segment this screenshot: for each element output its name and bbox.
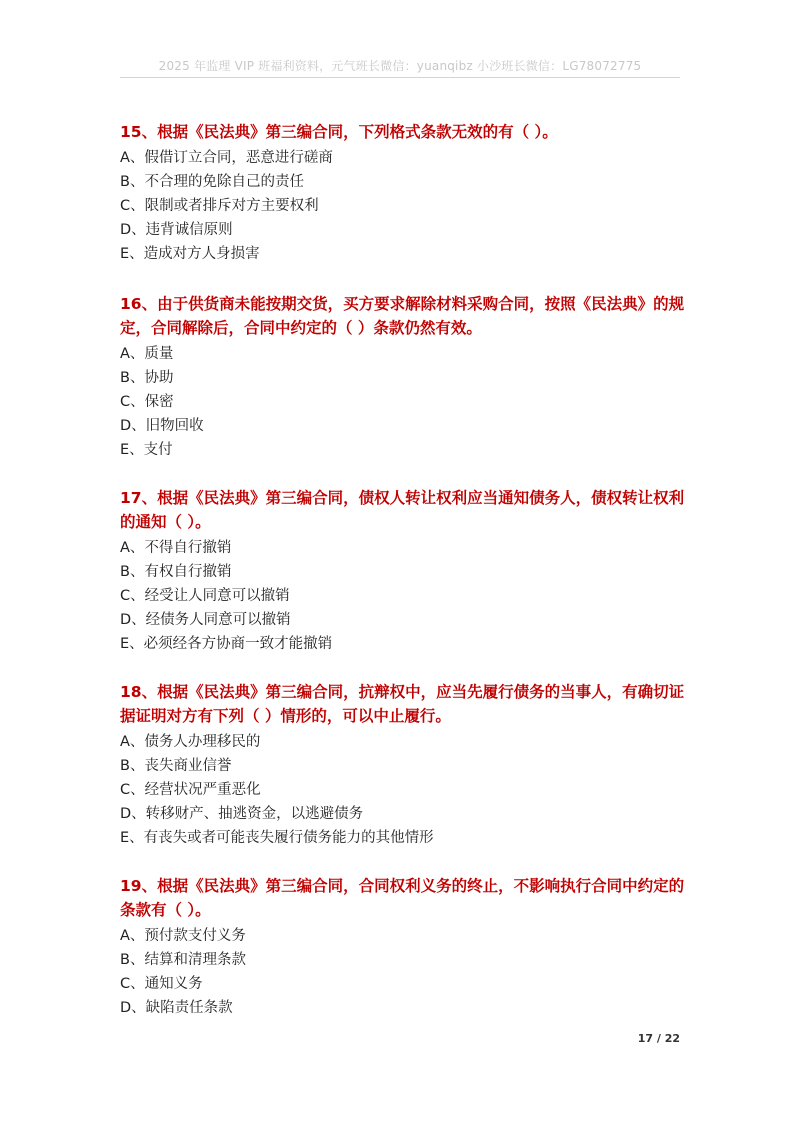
option-b: B、结算和清理条款 xyxy=(120,952,246,968)
option-d: D、转移财产、抽逃资金，以逃避债务 xyxy=(120,806,364,822)
option-b: B、协助 xyxy=(120,370,174,386)
option-a: A、不得自行撤销 xyxy=(120,540,232,556)
question-title: 18、根据《民法典》第三编合同，抗辩权中，应当先履行债务的当事人，有确切证据证明对方有下列（ ）情形的，可以中止履行。 xyxy=(120,683,685,725)
option-list xyxy=(120,924,690,1020)
question-15 xyxy=(120,120,690,266)
question-17 xyxy=(120,486,690,656)
page-number: 17 / 22 xyxy=(637,1032,680,1045)
option-c: C、限制或者排斥对方主要权利 xyxy=(120,198,319,214)
option-list xyxy=(120,146,690,266)
option-d: D、旧物回收 xyxy=(120,418,204,434)
option-a: A、预付款支付义务 xyxy=(120,928,246,944)
option-e: E、必须经各方协商一致才能撤销 xyxy=(120,636,333,652)
option-c: C、经受让人同意可以撤销 xyxy=(120,588,290,604)
option-b: B、丧失商业信誉 xyxy=(120,758,232,774)
header-divider xyxy=(120,77,680,78)
option-a: A、假借订立合同，恶意进行磋商 xyxy=(120,150,333,166)
option-a: A、质量 xyxy=(120,346,174,362)
question-16 xyxy=(120,292,690,462)
question-title: 17、根据《民法典》第三编合同，债权人转让权利应当通知债务人，债权转让权利的通知（ ）。 xyxy=(120,489,685,531)
question-19 xyxy=(120,874,690,1020)
option-c: C、经营状况严重恶化 xyxy=(120,782,261,798)
page-header: 2025 年监理 VIP 班福利资料，元气班长微信：yuanqibz 小沙班长微信：LG78072775 xyxy=(158,59,642,73)
option-d: D、缺陷责任条款 xyxy=(120,1000,233,1016)
question-title: 15、根据《民法典》第三编合同，下列格式条款无效的有（ ）。 xyxy=(120,123,558,141)
question-title: 19、根据《民法典》第三编合同，合同权利义务的终止，不影响执行合同中约定的条款有（ ）。 xyxy=(120,877,685,919)
option-b: B、有权自行撤销 xyxy=(120,564,232,580)
option-d: D、经债务人同意可以撤销 xyxy=(120,612,291,628)
option-list xyxy=(120,536,690,656)
option-e: E、造成对方人身损害 xyxy=(120,246,260,262)
option-e: E、有丧失或者可能丧失履行债务能力的其他情形 xyxy=(120,830,434,846)
option-d: D、违背诚信原则 xyxy=(120,222,233,238)
option-c: C、保密 xyxy=(120,394,174,410)
option-list xyxy=(120,730,690,850)
question-18 xyxy=(120,680,690,850)
option-b: B、不合理的免除自己的责任 xyxy=(120,174,304,190)
option-list xyxy=(120,342,690,462)
option-c: C、通知义务 xyxy=(120,976,203,992)
option-e: E、支付 xyxy=(120,442,173,458)
option-a: A、债务人办理移民的 xyxy=(120,734,261,750)
question-title: 16、由于供货商未能按期交货，买方要求解除材料采购合同，按照《民法典》的规定，合同解除后，合同中约定的（ ）条款仍然有效。 xyxy=(120,295,685,337)
